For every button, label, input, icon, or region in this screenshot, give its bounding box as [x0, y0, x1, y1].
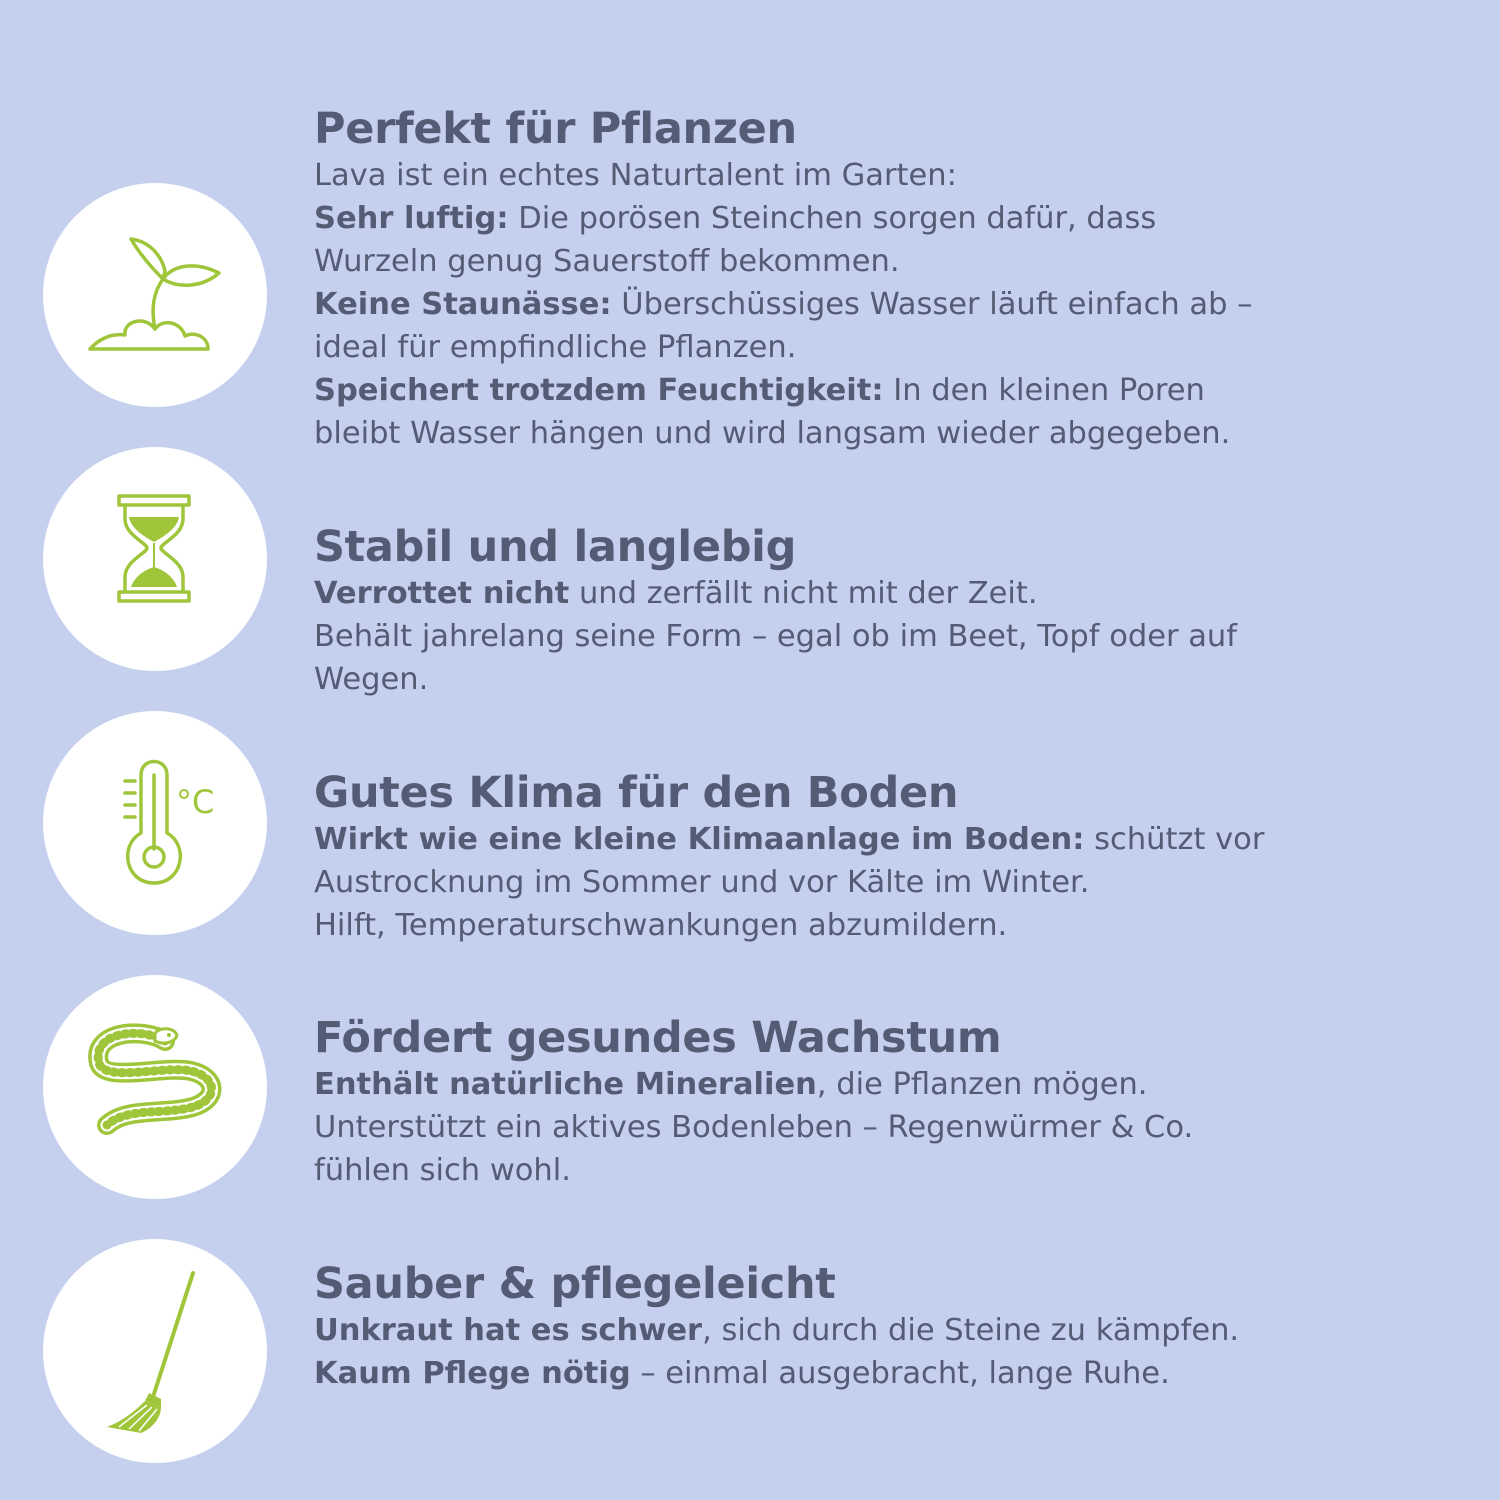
- earthworm-icon: [43, 975, 267, 1199]
- section-title: Stabil und langlebig: [314, 522, 797, 572]
- section-gutes-klima: [314, 768, 1464, 947]
- section-stabil-und-langlebig: [314, 522, 1464, 701]
- section-line: bleibt Wasser hängen und wird langsam wieder abgegeben.: [314, 416, 1231, 451]
- sprout-icon-circle: [43, 183, 267, 407]
- section-line: Unkraut hat es schwer, sich durch die Steine zu kämpfen.: [314, 1313, 1240, 1348]
- section-line: fühlen sich wohl.: [314, 1153, 571, 1188]
- section-line: Sehr luftig: Die porösen Steinchen sorgen dafür, dass: [314, 201, 1157, 236]
- section-title: Perfekt für Pflanzen: [314, 104, 797, 154]
- broom-icon-circle: [43, 1239, 267, 1463]
- section-perfekt-fuer-pflanzen: [314, 104, 1464, 455]
- section-line: Lava ist ein echtes Naturtalent im Garten:: [314, 158, 957, 193]
- hourglass-icon-circle: [43, 447, 267, 671]
- section-title: Sauber & pflegeleicht: [314, 1259, 836, 1309]
- section-line: ideal für empfindliche Pflanzen.: [314, 330, 797, 365]
- section-line: Wurzeln genug Sauerstoff bekommen.: [314, 244, 900, 279]
- broom-icon: [43, 1239, 267, 1463]
- section-line: Hilft, Temperaturschwankungen abzumildern.: [314, 908, 1008, 943]
- section-line: Enthält natürliche Mineralien, die Pflanzen mögen.: [314, 1067, 1148, 1102]
- section-line: Kaum Pflege nötig – einmal ausgebracht, lange Ruhe.: [314, 1356, 1170, 1391]
- section-title: Gutes Klima für den Boden: [314, 768, 959, 818]
- section-line: Verrottet nicht und zerfällt nicht mit der Zeit.: [314, 576, 1038, 611]
- section-line: Austrocknung im Sommer und vor Kälte im Winter.: [314, 865, 1090, 900]
- celsius-label: °C: [176, 783, 215, 821]
- section-gesundes-wachstum: [314, 1013, 1464, 1192]
- sprout-icon: [43, 183, 267, 407]
- section-line: Wirkt wie eine kleine Klimaanlage im Boden: schützt vor: [314, 822, 1265, 857]
- section-line: Behält jahrelang seine Form – egal ob im Beet, Topf oder auf: [314, 619, 1237, 654]
- thermometer-icon: [43, 711, 267, 935]
- earthworm-icon-circle: [43, 975, 267, 1199]
- thermometer-icon-circle: [43, 711, 267, 935]
- section-sauber-pflegeleicht: [314, 1259, 1464, 1395]
- section-title: Fördert gesundes Wachstum: [314, 1013, 1002, 1063]
- section-line: Speichert trotzdem Feuchtigkeit: In den kleinen Poren: [314, 373, 1205, 408]
- hourglass-icon: [43, 447, 267, 671]
- section-line: Wegen.: [314, 662, 429, 697]
- section-line: Unterstützt ein aktives Bodenleben – Regenwürmer & Co.: [314, 1110, 1194, 1145]
- section-line: Keine Staunässe: Überschüssiges Wasser läuft einfach ab –: [314, 287, 1253, 322]
